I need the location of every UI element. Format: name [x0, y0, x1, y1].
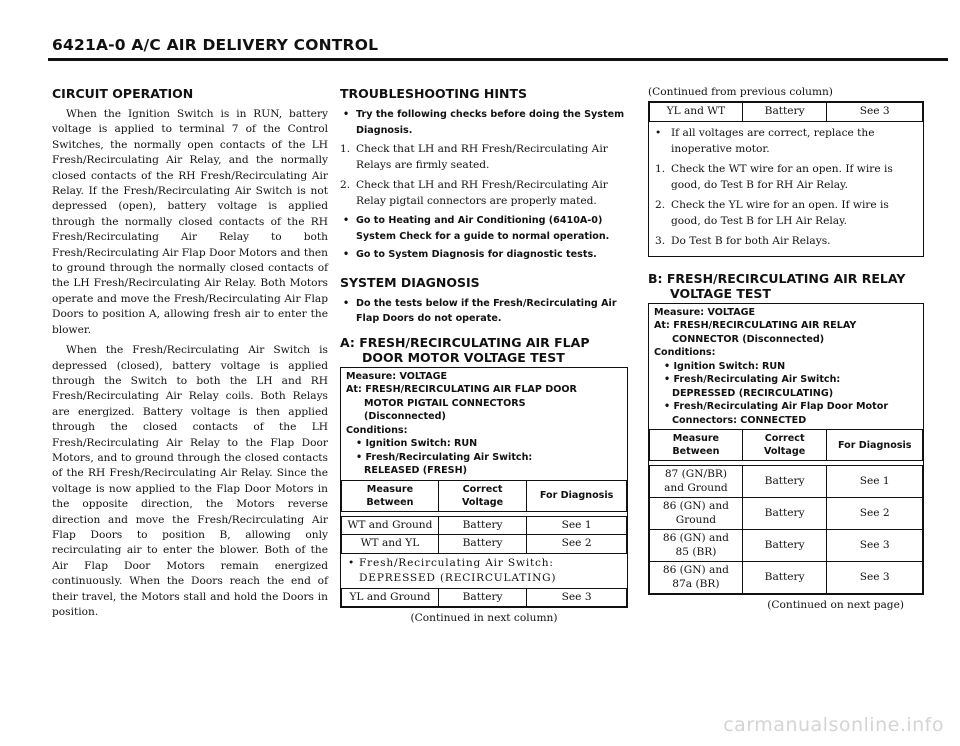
test-a-cond-2: • Fresh/Recirculating Air Switch: [356, 451, 533, 463]
watermark: carmanualsonline.info [723, 714, 944, 736]
cell-diagnosis: See 1 [827, 466, 923, 498]
continued-box [648, 101, 924, 257]
header-text: Correct [462, 483, 503, 495]
cell-between [650, 498, 743, 530]
note-line-2: DEPRESSED (RECIRCULATING) [359, 571, 557, 584]
bullet-dot: • [655, 126, 662, 139]
step-number: 2. [655, 198, 666, 211]
cell-between: YL and Ground [342, 588, 439, 607]
system-diagnosis-bullets [340, 296, 628, 327]
test-a-heading-line-1: A: FRESH/RECIRCULATING AIR FLAP [340, 334, 590, 350]
continued-next-column: (Continued in next column) [410, 612, 558, 624]
step-number: 2. [340, 179, 351, 191]
test-b-cond-2b: DEPRESSED (RECIRCULATING) [672, 387, 834, 399]
cell-voltage: Battery [438, 535, 526, 554]
troubleshooting-bullets-2 [340, 213, 628, 263]
troubleshooting-step-2 [340, 177, 628, 209]
troubleshooting-bullet-3: • Go to System Diagnosis for diagnostic tests. [340, 247, 628, 263]
cell-line: 85 (BR) [675, 545, 717, 558]
table-row [342, 516, 627, 535]
test-a-table [341, 480, 627, 554]
cell-line: Ground [675, 513, 717, 526]
test-a-at-line-2: MOTOR PIGTAIL CONNECTORS [364, 397, 526, 409]
test-a-cond-1: • Ignition Switch: RUN [356, 438, 478, 449]
test-b-cond-3: • Fresh/Recirculating Air Flap Door Motor [664, 401, 889, 412]
step-text: Check the YL wire for an open. If wire is good, do Test B for LH Air Relay. [671, 198, 889, 227]
circuit-operation-heading: CIRCUIT OPERATION [52, 86, 194, 101]
cell-voltage: Battery [742, 466, 827, 498]
test-a-table-2 [341, 588, 627, 608]
troubleshooting-bullets [340, 107, 628, 138]
right-column [648, 86, 924, 611]
troubleshooting-column [340, 86, 628, 624]
cell-line: and Ground [664, 481, 728, 494]
cell-diagnosis: See 2 [527, 535, 627, 554]
circuit-paragraph-1: When the Ignition Switch is in RUN, battery voltage is applied to terminal 7 of the Control Switches, the normally open contacts of the LH Fresh/Recirculating Air Relay, and the normally closed contacts of the RH Fresh/Recirculating Air Relay. If the Fresh/Recirculating Air Switch is not depressed (open), battery voltage is applied through the normally closed contacts of the RH Fresh/Recirculating Air Relay to both Fresh/Recirculating Air Flap Door Motors and then to ground through the normally closed contacts of the LH Fresh/Recirculating Air Relay. Both Motors operate and move the Fresh/Recirculating Air Flap Doors to position A, allowing fresh air to enter the blower. [52, 108, 328, 336]
test-b-conditions [649, 304, 923, 430]
note-line-1: Fresh/Recirculating Air Switch: [359, 556, 554, 569]
table-row [650, 498, 923, 530]
page-header: 6421A-0 A/C AIR DELIVERY CONTROL [52, 36, 379, 54]
cell-diagnosis: See 3 [827, 103, 923, 122]
test-b-at-line-2: CONNECTOR (Disconnected) [672, 333, 825, 345]
cell-voltage: Battery [742, 498, 827, 530]
table-row [650, 466, 923, 498]
system-diagnosis-heading: SYSTEM DIAGNOSIS [340, 274, 480, 290]
continued-table [649, 102, 923, 122]
test-b-cond-2: • Fresh/Recirculating Air Switch: [664, 374, 841, 385]
troubleshooting-bullet-2: • Go to Heating and Air Conditioning (6410A-0) System Check for a guide to normal operation. [340, 213, 628, 244]
cell-diagnosis: See 2 [827, 498, 923, 530]
cell-between: YL and WT [650, 103, 743, 122]
header-text: Voltage [764, 446, 806, 457]
cell-between: WT and Ground [342, 516, 439, 535]
table-header-row [342, 480, 627, 511]
continued-bullet-list [655, 125, 917, 157]
test-b-heading-line-1: B: FRESH/RECIRCULATING AIR RELAY [648, 270, 906, 286]
troubleshooting-steps [340, 141, 628, 209]
header-text: Measure [366, 483, 414, 495]
cell-line: 86 (GN) and [662, 564, 729, 576]
cell-line: 87a (BR) [672, 577, 720, 590]
table-row [650, 530, 923, 562]
cell-voltage: Battery [742, 530, 827, 562]
test-a-at-line-3: (Disconnected) [364, 411, 446, 422]
step-text: Check that LH and RH Fresh/Recirculating Air Relays are firmly seated. [356, 143, 608, 171]
circuit-operation-column [52, 86, 328, 620]
cell-diagnosis: See 3 [827, 562, 923, 594]
cell-voltage: Battery [438, 588, 526, 607]
cell-voltage: Battery [438, 516, 526, 535]
step-number: 3. [655, 234, 666, 247]
test-b-heading-line-2: VOLTAGE TEST [670, 285, 771, 301]
test-a-heading [340, 335, 628, 365]
cell-diagnosis: See 1 [527, 516, 627, 535]
header-text: Measure [672, 433, 720, 444]
test-b-heading [648, 271, 924, 301]
table-row [342, 535, 627, 554]
bullet-dot: • [348, 556, 356, 569]
cell-between [650, 530, 743, 562]
system-diagnosis-bullet: • Do the tests below if the Fresh/Recirculating Air Flap Doors do not operate. [340, 296, 628, 327]
test-a-box [340, 367, 628, 609]
col-for-diagnosis: For Diagnosis [527, 480, 627, 511]
col-correct-voltage [438, 480, 526, 511]
step-text: Check the WT wire for an open. If wire is good, do Test B for RH Air Relay. [671, 162, 893, 191]
continued-step [655, 197, 917, 229]
header-text: Correct [764, 433, 805, 444]
col-measure-between [650, 430, 743, 461]
header-text: Between [366, 496, 414, 508]
table-header-row [650, 430, 923, 461]
bullet-text: If all voltages are correct, replace the inoperative motor. [671, 126, 875, 155]
test-b-box [648, 303, 924, 596]
troubleshooting-step-1 [340, 141, 628, 173]
test-b-table [649, 429, 923, 594]
test-a-cond-2b: RELEASED (FRESH) [364, 465, 468, 476]
continued-next-page: (Continued on next page) [767, 599, 904, 611]
table-row [650, 562, 923, 594]
col-for-diagnosis: For Diagnosis [827, 430, 923, 461]
continued-step [655, 233, 917, 249]
continued-notes [649, 122, 923, 256]
test-b-at-line-1: At: FRESH/RECIRCULATING AIR RELAY [654, 320, 857, 331]
test-a-measure: Measure: VOLTAGE [346, 370, 448, 382]
table-row [650, 103, 923, 122]
continued-steps [655, 161, 917, 249]
test-b-measure: Measure: VOLTAGE [654, 306, 756, 318]
cell-between: WT and YL [342, 535, 439, 554]
circuit-paragraph-2: When the Fresh/Recirculating Air Switch is depressed (closed), battery voltage is applied through the Switch to both the LH and RH Fresh/Recirculating Air Relay coils. Both Relays are energized. Battery voltage is then applied through the closed contacts of the LH Fresh/Recirculating Air Relay to the Flap Door Motors, and to ground through the closed contacts of the RH Fresh/Recirculating Air Relay. Since the voltage is now applied to the Flap Door Motors in the opposite direction, the Motors reverse direction and move the Fresh/Recirculating Air Flap Doors to position B, allowing only recirculating air to enter the blower. Both of the Air Flap Door Motors remain energized continuously. When the Doors reach the end of their travel, the Motors stall and hold the Doors in position. [52, 344, 328, 618]
replace-motor-bullet [655, 125, 917, 157]
col-correct-voltage [742, 430, 827, 461]
step-number: 1. [340, 143, 351, 155]
test-a-heading-line-2: DOOR MOTOR VOLTAGE TEST [362, 349, 565, 365]
header-text: Between [672, 446, 720, 457]
test-a-conditions-label: Conditions: [346, 424, 408, 436]
test-b-cond-3b: Connectors: CONNECTED [672, 414, 807, 426]
cell-line: 86 (GN) and [662, 532, 729, 544]
step-text: Check that LH and RH Fresh/Recirculating Air Relay pigtail connectors are properly mated. [356, 179, 608, 207]
header-rule [48, 58, 948, 61]
cell-voltage: Battery [742, 103, 827, 122]
cell-line: 86 (GN) and [662, 500, 729, 512]
test-a-at-line-1: At: FRESH/RECIRCULATING AIR FLAP DOOR [346, 384, 577, 395]
cell-between [650, 466, 743, 498]
test-b-conditions-label: Conditions: [654, 347, 716, 358]
header-text: Voltage [461, 496, 504, 508]
cell-voltage: Battery [742, 562, 827, 594]
test-a-switch-note [341, 554, 627, 588]
cell-between [650, 562, 743, 594]
step-text: Do Test B for both Air Relays. [671, 234, 831, 247]
step-number: 1. [655, 162, 666, 175]
cell-diagnosis: See 3 [527, 588, 627, 607]
cell-line: 87 (GN/BR) [664, 468, 727, 480]
test-a-conditions [341, 368, 627, 480]
col-measure-between [342, 480, 439, 511]
continued-step [655, 161, 917, 193]
troubleshooting-bullet-1: • Try the following checks before doing the System Diagnosis. [340, 107, 628, 138]
troubleshooting-heading: TROUBLESHOOTING HINTS [340, 86, 528, 101]
table-row [342, 588, 627, 607]
continued-from-previous: (Continued from previous column) [648, 86, 833, 98]
test-b-cond-1: • Ignition Switch: RUN [664, 360, 786, 372]
cell-diagnosis: See 3 [827, 530, 923, 562]
